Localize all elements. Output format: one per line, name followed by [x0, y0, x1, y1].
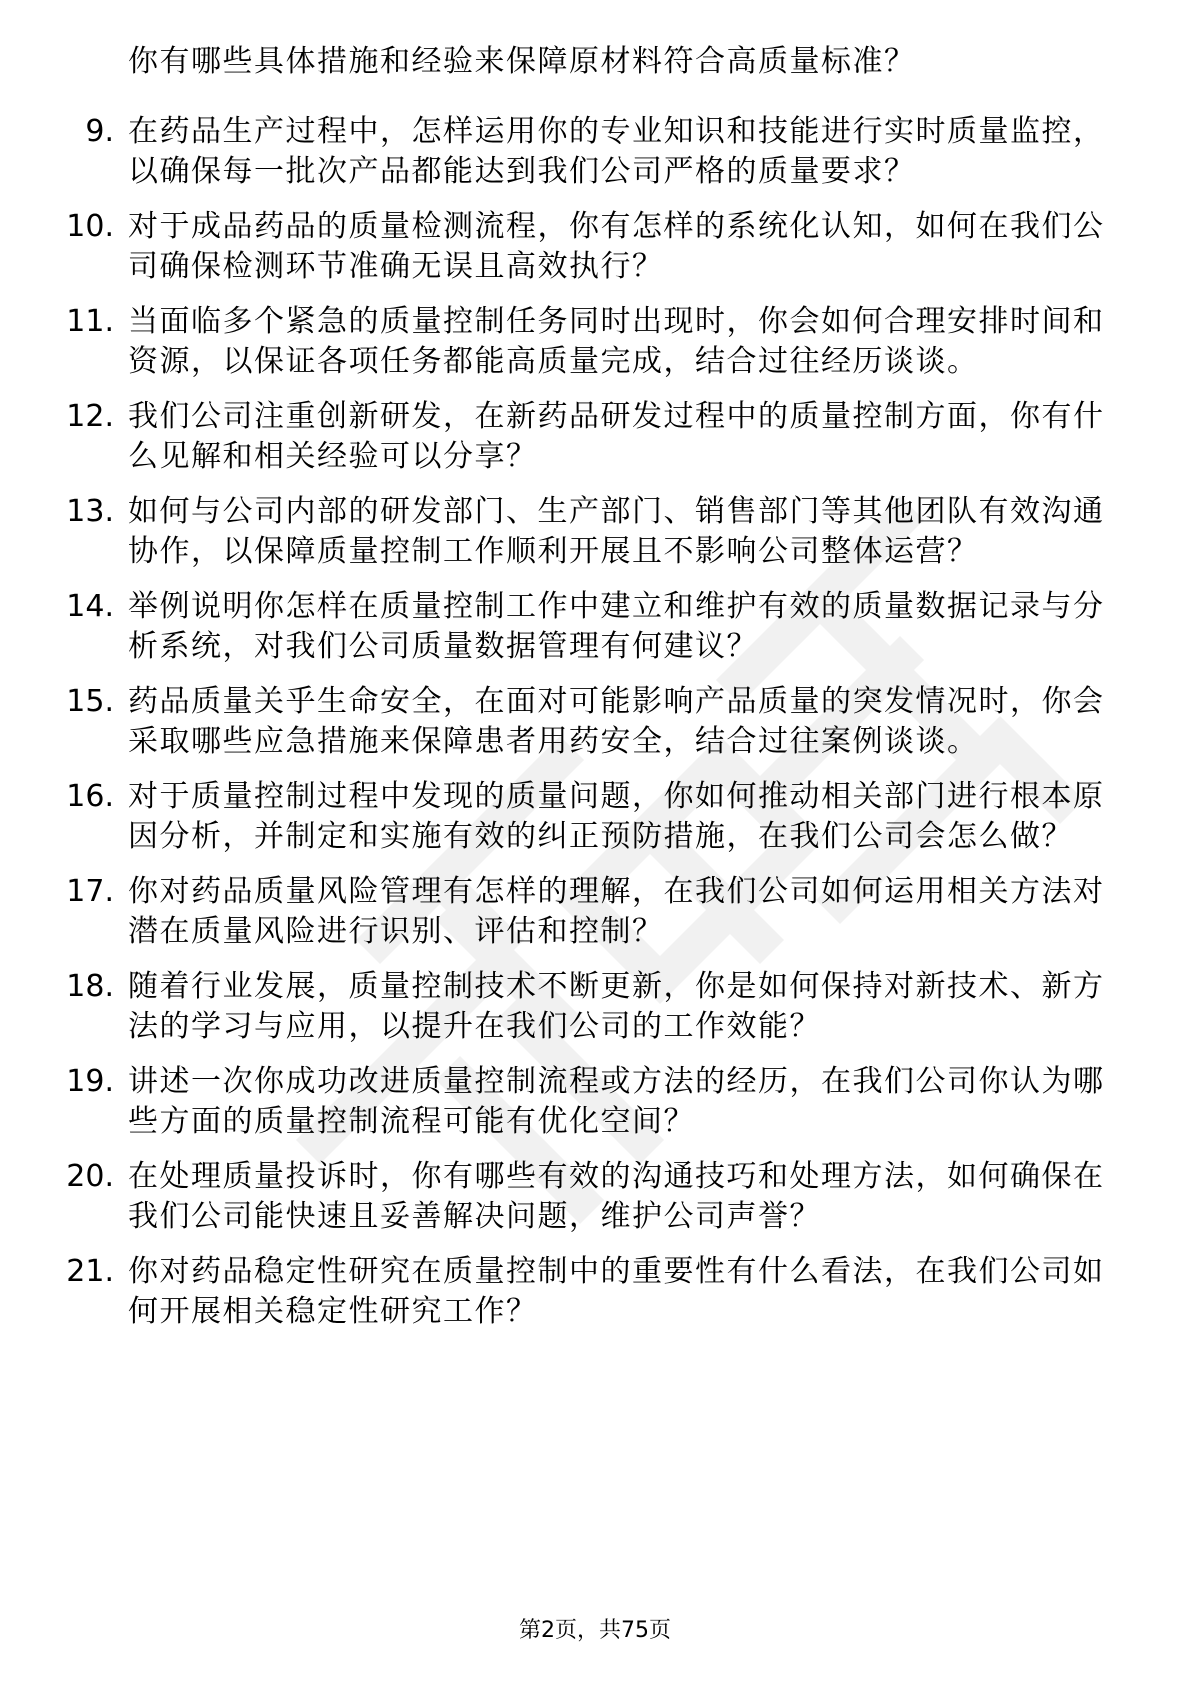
question-number: 12. [66, 399, 114, 434]
question-number: 11. [66, 304, 114, 339]
question-text: 你对药品稳定性研究在质量控制中的重要性有什么看法，在我们公司如何开展相关稳定性研究工作？ [128, 1254, 1105, 1329]
question-number: 15. [66, 684, 114, 719]
question-number: 10. [66, 209, 114, 244]
list-item [0, 302, 1190, 382]
list-item [0, 1157, 1190, 1237]
question-text: 如何与公司内部的研发部门、生产部门、销售部门等其他团队有效沟通协作，以保障质量控制工作顺利开展且不影响公司整体运营？ [128, 494, 1105, 569]
list-item [0, 492, 1190, 572]
question-text: 对于成品药品的质量检测流程，你有怎样的系统化认知，如何在我们公司确保检测环节准确无误且高效执行？ [128, 209, 1105, 284]
question-list [0, 112, 1190, 1347]
question-text: 在处理质量投诉时，你有哪些有效的沟通技巧和处理方法，如何确保在我们公司能快速且妥善解决问题，维护公司声誉？ [128, 1159, 1105, 1234]
question-number: 13. [66, 494, 114, 529]
question-number: 18. [66, 969, 114, 1004]
question-text: 举例说明你怎样在质量控制工作中建立和维护有效的质量数据记录与分析系统，对我们公司质量数据管理有何建议？ [128, 589, 1105, 664]
list-item [0, 872, 1190, 952]
question-number: 14. [66, 589, 114, 624]
question-text: 我们公司注重创新研发，在新药品研发过程中的质量控制方面，你有什么见解和相关经验可以分享？ [128, 399, 1105, 474]
continued-question-text: 你有哪些具体措施和经验来保障原材料符合高质量标准？ [128, 44, 916, 79]
list-item [0, 587, 1190, 667]
question-text: 讲述一次你成功改进质量控制流程或方法的经历，在我们公司你认为哪些方面的质量控制流程可能有优化空间？ [128, 1064, 1105, 1139]
question-text: 对于质量控制过程中发现的质量问题，你如何推动相关部门进行根本原因分析，并制定和实施有效的纠正预防措施，在我们公司会怎么做？ [128, 779, 1105, 854]
question-number: 19. [66, 1064, 114, 1099]
list-item [0, 777, 1190, 857]
question-text: 随着行业发展，质量控制技术不断更新，你是如何保持对新技术、新方法的学习与应用，以提升在我们公司的工作效能？ [128, 969, 1105, 1044]
question-number: 9. [85, 114, 114, 149]
question-text: 当面临多个紧急的质量控制任务同时出现时，你会如何合理安排时间和资源，以保证各项任务都能高质量完成，结合过往经历谈谈。 [128, 304, 1105, 379]
page-number-footer: 第2页，共75页 [519, 1618, 671, 1643]
question-text: 你对药品质量风险管理有怎样的理解，在我们公司如何运用相关方法对潜在质量风险进行识别、评估和控制？ [128, 874, 1105, 949]
list-item [0, 207, 1190, 287]
list-item [0, 1252, 1190, 1332]
list-item [0, 397, 1190, 477]
question-number: 21. [66, 1254, 114, 1289]
question-text: 在药品生产过程中，怎样运用你的专业知识和技能进行实时质量监控，以确保每一批次产品都能达到我们公司严格的质量要求？ [128, 114, 1105, 189]
question-text: 药品质量关乎生命安全，在面对可能影响产品质量的突发情况时，你会采取哪些应急措施来保障患者用药安全，结合过往案例谈谈。 [128, 684, 1105, 759]
list-item [0, 967, 1190, 1047]
question-number: 17. [66, 874, 114, 909]
question-number: 16. [66, 779, 114, 814]
list-item [0, 112, 1190, 192]
list-item [0, 1062, 1190, 1142]
question-number: 20. [66, 1159, 114, 1194]
list-item [0, 682, 1190, 762]
